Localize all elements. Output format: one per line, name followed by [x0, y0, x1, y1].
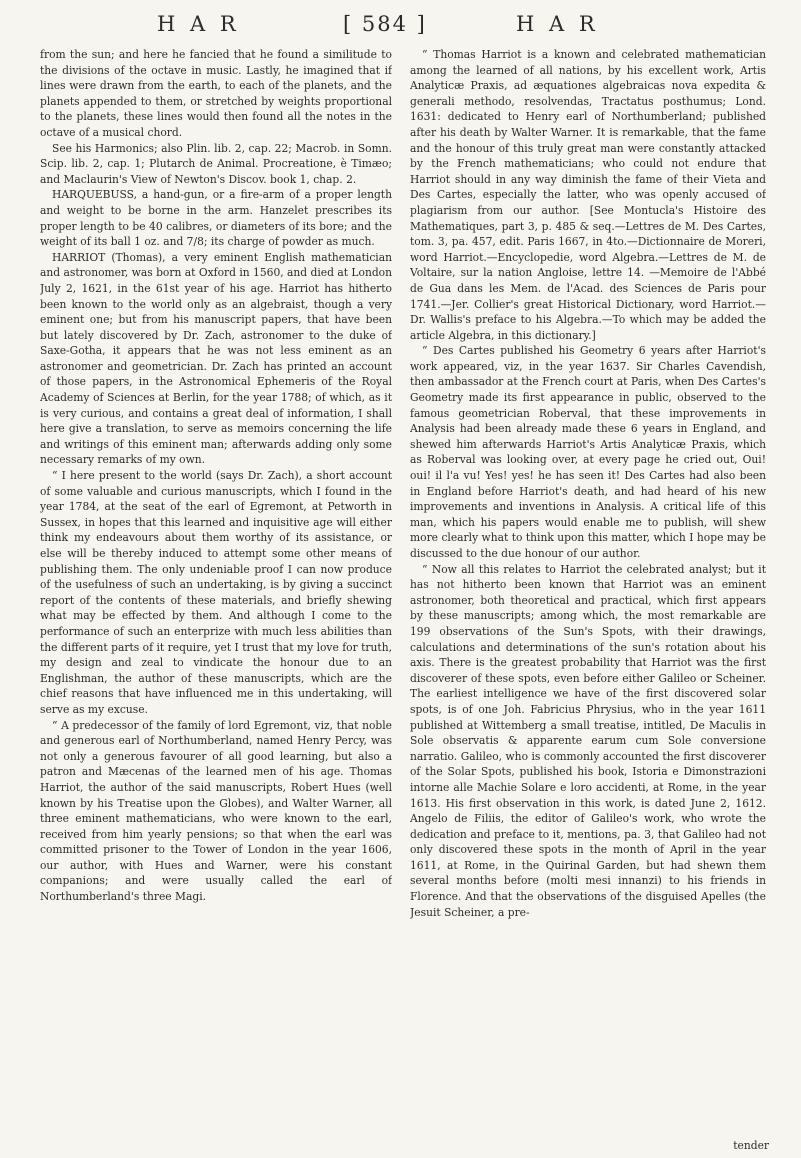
paragraph: “ I here present to the world (says Dr. Zach), a short account of some valuable and curious manuscripts, which I found in the year 1784, at the seat of the earl of Egremont, at Petworth in Sussex, in hopes that this learned and inquisitive age will either think my endeavours about them worthy of its assistance, or else will be thereby induced to attempt some other means of publishing them. The only undeniable proof I can now produce of the usefulness of such an undertaking, is by giving a succinct report of the contents of these materials, and briefly shewing what may be effected by them. And although I come to the performance of such an enterprize with much less abilities than the different parts of it require, yet I trust that my love for truth, my design and zeal to vindicate the honour due to an Englishman, the author of these manuscripts, which are the chief reasons that have influenced me in this undertaking, will serve as my excuse.	[40, 469, 392, 716]
paragraph: See his Harmonics; also Plin. lib. 2, cap. 22; Macrob. in Somn. Scip. lib. 2, cap. 1; Plutarch de Animal. Procreatione, è Timæo; and Maclaurin's View of Newton's Discov. book 1, chap. 2.	[40, 141, 392, 186]
paragraph: “ Thomas Harriot is a known and celebrated mathematician among the learned of all nations, by his excellent work, Artis Analyticæ Praxis, ad æquationes algebraicas nova expedita & generali methodo, resolvendas, Tractatus posthumus; Lond. 1631: dedicated to Henry earl of Northumberland; published after his death by Walter Warner. It is remarkable, that the fame and the honour of this truly great man were constantly attacked by the French mathematicians; who could not endure that Harriot should in any way diminish the fame of their Vieta and Des Cartes, especially the latter, who was openly accused of plagiarism from our author. [See Montucla's Histoire des Mathematiques, part 3, p. 485 & seq.—Lettres de M. Des Cartes, tom. 3, pa. 457, edit. Paris 1667, in 4to.—Dictionnaire de Moreri, word Harriot.—Encyclopedie, word Algebra.—Lettres de M. de Voltaire, sur la nation Angloise, lettre 14. —Memoire de l'Abbé de Gua dans les Mem. de l'Acad. des Sciences de Paris pour 1741.—Jer. Collier's great Historical Dictionary, word Harriot.—Dr. Wallis's preface to his Algebra.—To which may be added the article Algebra, in this dictionary.]	[410, 48, 766, 342]
running-header	[0, 12, 801, 40]
left-column	[40, 47, 392, 1152]
catchword: tender	[733, 1139, 769, 1152]
header-left: H A R	[157, 12, 240, 36]
right-column	[410, 47, 766, 1152]
paragraph: “ A predecessor of the family of lord Egremont, viz, that noble and generous earl of Northumberland, named Henry Percy, was not only a generous favourer of all good learning, but also a patron and Mæcenas of the learned men of his age. Thomas Harriot, the author of the said manuscripts, Robert Hues (well known by his Treatise upon the Globes), and Walter Warner, all three eminent mathematicians, who were known to the earl, received from him yearly pensions; so that when the earl was committed prisoner to the Tower of London in the year 1606, our author, with Hues and Warner, were his constant companions; and were usually called the earl of Northumberland's three Magi.	[40, 718, 392, 904]
header-right: H A R	[516, 12, 599, 36]
entry-harriot: HARRIOT (Thomas), a very eminent English mathematician and astronomer, was born at Oxford in 1560, and died at London July 2, 1621, in the 61st year of his age. Harriot has hitherto been known to the world only as an algebraist, though a very eminent one; but from his manuscript papers, that have been but lately discovered by Dr. Zach, astronomer to the duke of Saxe-Gotha, it appears that he was not less eminent as an astronomer and geometrician. Dr. Zach has printed an account of those papers, in the Astronomical Ephemeris of the Royal Academy of Sciences at Berlin, for the year 1788; of which, as it is very curious, and contains a great deal of information, I shall here give a translation, to serve as memoirs concerning the life and writings of this eminent man; afterwards adding only some necessary remarks of my own.	[40, 250, 392, 467]
paragraph: from the sun; and here he fancied that he found a similitude to the divisions of the octave in music. Lastly, he imagined that if lines were drawn from the earth, to each of the planets, and the planets appended to them, or stretched by weights proportional to the planets, these lines would then found all the notes in the octave of a musical chord.	[40, 48, 392, 139]
paragraph: “ Des Cartes published his Geometry 6 years after Harriot's work appeared, viz, in the year 1637. Sir Charles Cavendish, then ambassador at the French court at Paris, when Des Cartes's Geometry made its first appearance in public, observed to the famous geometrician Roberval, that these improvements in Analysis had been already made these 6 years in England, and shewed him afterwards Harriot's Artis Analyticæ Praxis, which as Roberval was looking over, at every page he cried out, Oui! oui! il l'a vu! Yes! yes! he has seen it! Des Cartes had also been in England before Harriot's death, and had heard of his new improvements and inventions in Analysis. A critical life of this man, which his papers would enable me to publish, will shew more clearly what to think upon this matter, which I hope may be discussed to the due honour of our author.	[410, 344, 766, 560]
page-number: [ 584 ]	[343, 12, 427, 36]
paragraph: “ Now all this relates to Harriot the celebrated analyst; but it has not hitherto been known that Harriot was an eminent astronomer, both theoretical and practical, which first appears by these manuscripts; among which, the most remarkable are 199 observations of the Sun's Spots, with their drawings, calculations and determinations of the sun's rotation about his axis. There is the greatest probability that Harriot was the first discoverer of these spots, even before either Galileo or Scheiner. The earliest intelligence we have of the first discovered solar spots, is of one Joh. Fabricius Phrysius, who in the year 1611 published at Wittemberg a small treatise, intitled, De Maculis in Sole observatis & apparente earum cum Sole conversione narratio. Galileo, who is commonly accounted the first discoverer of the Solar Spots, published his book, Istoria e Dimonstrazioni intorne alle Machie Solare e loro accidenti, at Rome, in the year 1613. His first observation in this work, is dated June 2, 1612. Angelo de Filiis, the editor of Galileo's work, who wrote the dedication and preface to it, mentions, pa. 3, that Galileo had not only discovered these spots in the month of April in the year 1611, at Rome, in the Quirinal Garden, but had shewn them several months before (molti mesi innanzi) to his friends in Florence. And that the observations of the disguised Apelles (the Jesuit Scheiner, a pre-	[410, 562, 766, 919]
entry-harquebuss: HARQUEBUSS, a hand-gun, or a fire-arm of a proper length and weight to be borne in the arm. Hanzelet prescribes its proper length to be 40 calibres, or diameters of its bore; and the weight of its ball 1 oz. and 7/8; its charge of powder as much.	[40, 188, 392, 249]
